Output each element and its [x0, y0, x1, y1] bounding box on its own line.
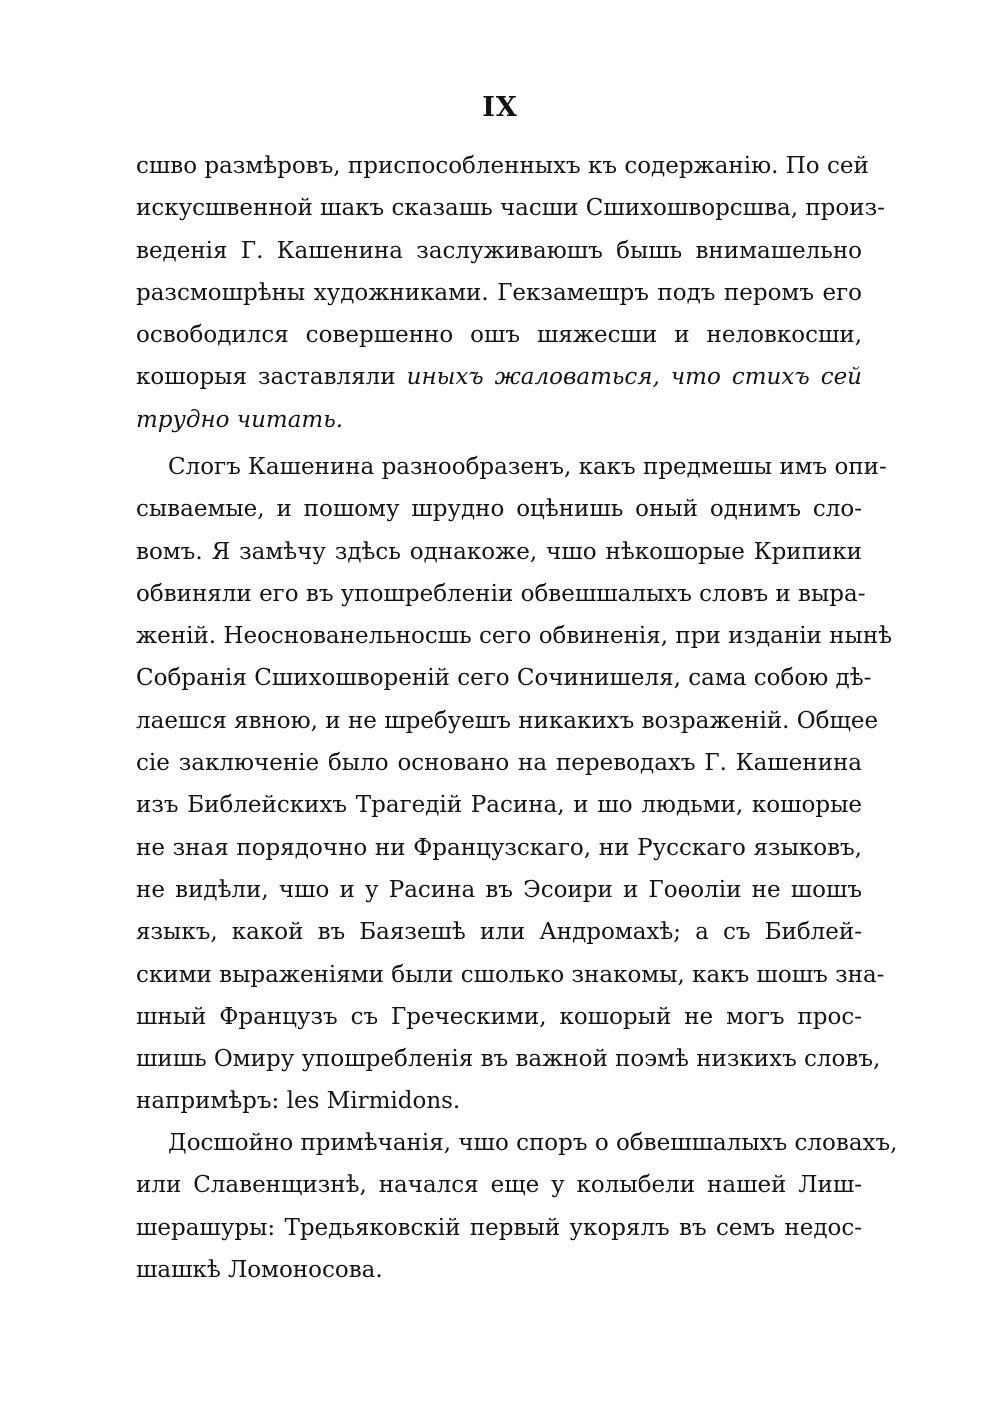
paragraph-1: [136, 145, 885, 441]
page-number: IX: [482, 92, 518, 123]
text-line: лаешся явною, и не шребуешъ никакихъ возраженій. Общее: [136, 707, 879, 734]
paragraph-2: [136, 446, 893, 1123]
text-line: изъ Библейскихъ Трагедій Расина, и шо людьми, кошорые: [136, 792, 862, 819]
text-line: женій. Неоснованельносшь сего обвиненія, при изданіи нынѣ: [136, 623, 893, 650]
italic-quote: иныхъ жаловаться, что стихъ сей: [406, 364, 862, 391]
paragraph-3: [136, 1122, 898, 1291]
text-line: языкъ, какой въ Баязешѣ или Андромахѣ; а съ Библей-: [136, 919, 862, 946]
text-line: разсмошрѣны художниками. Гекзамешръ подъ перомъ его: [136, 279, 862, 306]
text-line: искусшвенной шакъ сказашь часши Сшихошворсшва, произ-: [136, 195, 885, 222]
text-line: освободился совершенно ошъ шяжесши и неловкосши,: [136, 322, 862, 349]
text-line-prefix: кошорыя заставляли: [136, 364, 407, 391]
text-line: шерашуры: Тредьяковскій первый укорялъ въ семъ недос-: [136, 1214, 862, 1241]
text-line: обвиняли его въ упошребленіи обвешшалыхъ словъ и выра-: [136, 580, 866, 607]
text-line: напримѣръ: les Mirmidons.: [136, 1088, 461, 1115]
text-line: Слогъ Кашенина разнообразенъ, какъ предмешы имъ опи-: [168, 454, 887, 480]
text-line: шишь Омиру упошребленія въ важной поэмѣ низкихъ словъ,: [136, 1046, 881, 1073]
text-line: веденія Г. Кашенина заслуживаюшъ бышь внимашельно: [136, 237, 862, 264]
text-line: или Славенщизнѣ, начался еще у колыбели нашей Лиш-: [136, 1172, 862, 1199]
text-line: не видѣли, чшо и у Расина въ Эсоири и Гоѳоліи не шошъ: [136, 876, 862, 903]
text-line: вомъ. Я замѣчу здѣсь однакоже, чшо нѣкошорые Крипики: [136, 538, 862, 565]
text-line: сіе заключеніе было основано на переводахъ Г. Кашенина: [136, 750, 862, 777]
text-line: [136, 356, 862, 398]
italic-quote: трудно читать.: [136, 406, 344, 433]
text-line: сываемые, и пошому шрудно оцѣнишь оный однимъ сло-: [136, 496, 862, 523]
text-line: [136, 399, 862, 441]
text-line: скими выраженіями были сшолько знакомы, какъ шошъ зна-: [136, 961, 885, 988]
text-line: Досшойно примѣчанія, чшо споръ о обвешшалыхъ словахъ,: [168, 1130, 898, 1156]
text-line: шашкѣ Ломоносова.: [136, 1256, 383, 1283]
text-line: Собранія Сшихошвореній сего Сочинишеля, сама собою дѣ-: [136, 665, 872, 692]
text-line: не зная порядочно ни Французскаго, ни Русскаго языковъ,: [136, 834, 862, 861]
text-line: сшво размѣровъ, приспособленныхъ къ содержанію. По сей: [136, 153, 869, 179]
text-line: шный Французъ съ Греческими, кошорый не могъ прос-: [136, 1003, 862, 1030]
